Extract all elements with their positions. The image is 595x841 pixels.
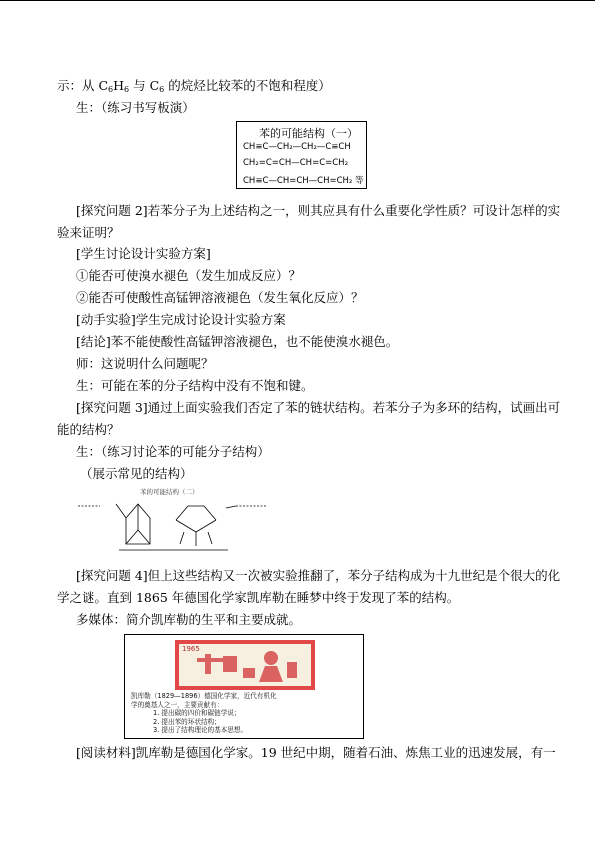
formula-2: CH₂=C=CH—CH=C=CH₂ (243, 158, 348, 168)
text-line: 生：（练习书写板演） (76, 100, 195, 115)
figure-cyclic-structures (76, 486, 272, 554)
text-line-hint: 示：从 $C_6H_6$ 与 $C_6$ 的烷烃比较苯的不饱和程度） (57, 78, 331, 94)
caption-line: 学的奠基人之一，主要贡献有： (131, 700, 224, 709)
stamp-image (175, 640, 315, 690)
caption-line: 2. 提出苯的环状结构； (153, 717, 221, 726)
caption-line: 1. 提出碳的四价和碳链学说； (153, 709, 241, 717)
text-line: 生：可能在苯的分子结构中没有不饱和键。 (76, 378, 314, 393)
cyclic-structures-drawing (76, 486, 272, 554)
text-line: [探究问题 3]通过上面实验我们否定了苯的链状结构。若苯分子为多环的结构，试画出可 (76, 400, 561, 415)
formula-1: CH≡C—CH₂—CH₂—C≡CH (243, 142, 351, 152)
caption-line: 凯库勒（1829—1896）德国化学家，近代有机化 (131, 692, 277, 700)
text-line: [探究问题 2]若苯分子为上述结构之一，则其应具有什么重要化学性质？可设计怎样的实 (76, 203, 561, 218)
caption-line: 3. 提出了结构理论的基本思想。 (153, 726, 248, 734)
stamp-caption (131, 692, 357, 735)
text-line: 验来证明？ (57, 225, 120, 240)
text-line: [探究问题 4]但上这些结构又一次被实验推翻了，苯分子结构成为十九世纪是个很大的化 (76, 568, 561, 583)
text-line: ②能否可使酸性高锰钾溶液褪色（发生氧化反应）？ (76, 290, 364, 305)
text-line: [动手实验]学生完成讨论设计实验方案 (76, 312, 286, 327)
text-line: ①能否可使溴水褪色（发生加成反应）？ (76, 268, 302, 283)
stamp-year: 1965 (182, 645, 200, 653)
text-line: 师：这说明什么问题呢？ (76, 356, 214, 371)
stamp-inner (179, 644, 311, 686)
text-line: 能的结构？ (57, 422, 120, 437)
text-line: （展示常见的结构） (80, 466, 193, 481)
text-line: 学之谜。直到 1865 年德国化学家凯库勒在睡梦中终于发现了苯的结构。 (57, 590, 460, 605)
stamp-portrait-drawing (179, 644, 311, 686)
figure-title: 苯的可能结构（一） (259, 127, 358, 140)
text-line: [阅读材料]凯库勒是德国化学家。19 世纪中期，随着石油、炼焦工业的迅速发展，有一 (76, 745, 556, 760)
figure-chain-structures (236, 121, 367, 189)
text-line: [学生讨论设计实验方案] (76, 246, 211, 261)
text-line: [结论]苯不能使酸性高锰钾溶液褪色，也不能使溴水褪色。 (76, 334, 399, 349)
formula-3: CH≡C—CH=CH—CH=CH₂ 等 (243, 176, 364, 186)
page-top-rule (0, 0, 595, 1)
figure-title: 苯的可能结构（二） (140, 488, 199, 496)
text-line: 多媒体：简介凯库勒的生平和主要成就。 (76, 612, 302, 627)
text-line: 生：（练习讨论苯的可能分子结构） (76, 444, 270, 459)
figure-kekule-stamp (124, 634, 364, 739)
